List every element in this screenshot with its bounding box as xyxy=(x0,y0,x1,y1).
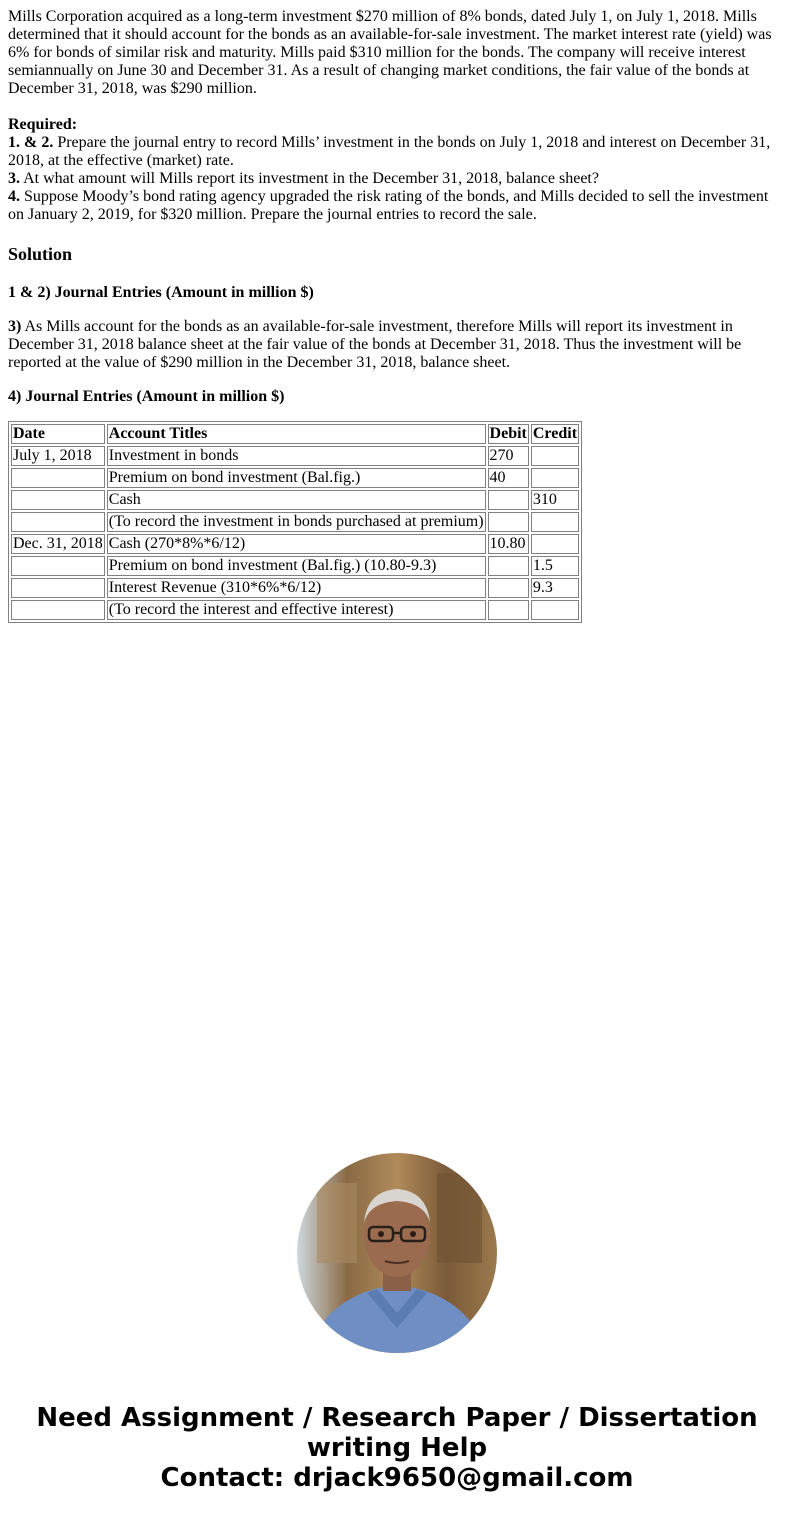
cell-account: (To record the interest and effective interest) xyxy=(107,600,486,620)
cell-credit xyxy=(531,534,579,554)
cell-date xyxy=(11,556,105,576)
header-credit: Credit xyxy=(532,425,578,442)
item-text: Suppose Moody’s bond rating agency upgraded the risk rating of the bonds, and Mills decided to sell the investment on January 2, 2019, for $320 million. Prepare the journal entries to record the sale. xyxy=(8,188,769,223)
journal-entries-4-heading: 4) Journal Entries (Amount in million $) xyxy=(8,388,285,405)
journal-entries-1-2-heading: 1 & 2) Journal Entries (Amount in million $) xyxy=(8,284,314,301)
table-row xyxy=(11,468,579,488)
cell-credit xyxy=(531,468,579,488)
solution-heading: Solution xyxy=(8,244,73,264)
required-item-3 xyxy=(8,170,778,188)
question-paragraph: Mills Corporation acquired as a long-term investment $270 million of 8% bonds, dated July 1, on July 1, 2018. Mills determined that it should account for the bonds as an available-for-sale investment. The market interest rate (yield) was 6% for bonds of similar risk and maturity. Mills paid $310 million for the bonds. The company will receive interest semiannually on June 30 and December 31. As a result of changing market conditions, the fair value of the bonds at December 31, 2018, was $290 million. xyxy=(8,8,772,97)
cell-debit xyxy=(488,578,529,598)
cell-account: Investment in bonds xyxy=(107,446,486,466)
tutor-portrait-icon xyxy=(297,1153,497,1353)
promo-contact-line: Contact: drjack9650@gmail.com xyxy=(160,1463,634,1493)
cell-account: Premium on bond investment (Bal.fig.) xyxy=(107,468,486,488)
cell-date xyxy=(11,468,105,488)
required-item-1 xyxy=(8,134,778,170)
table-row xyxy=(11,534,579,554)
answer-number: 3) xyxy=(8,318,22,335)
required-item-4 xyxy=(8,188,778,224)
cell-account: Interest Revenue (310*6%*6/12) xyxy=(107,578,486,598)
cell-credit: 9.3 xyxy=(531,578,579,598)
promo-line-1: Need Assignment / Research Paper / Dissertation writing Help xyxy=(36,1403,758,1463)
answer-text: As Mills account for the bonds as an available-for-sale investment, therefore Mills will report its investment in December 31, 2018 balance sheet at the fair value of the bonds at December 31, 2018. Thus the investment will be reported at the value of $290 million in the December 31, 2018, balance sheet. xyxy=(8,318,742,371)
cell-credit: 310 xyxy=(531,490,579,510)
tutor-avatar xyxy=(297,1153,497,1353)
header-date: Date xyxy=(11,424,105,444)
table-row xyxy=(11,512,579,532)
item-number: 3. xyxy=(8,170,20,187)
cell-debit xyxy=(488,556,529,576)
cell-credit xyxy=(531,446,579,466)
cell-debit: 40 xyxy=(488,468,529,488)
cell-date xyxy=(11,490,105,510)
table-row xyxy=(11,600,579,620)
cell-debit xyxy=(488,512,529,532)
cell-account: Premium on bond investment (Bal.fig.) (10.80-9.3) xyxy=(107,556,486,576)
item-text: Prepare the journal entry to record Mills’ investment in the bonds on July 1, 2018 and interest on December 31, 2018, at the effective (market) rate. xyxy=(8,134,771,169)
table-header-row xyxy=(11,424,579,444)
item-text: At what amount will Mills report its investment in the December 31, 2018, balance sheet? xyxy=(20,170,599,187)
required-label: Required: xyxy=(8,116,78,133)
cell-account: Cash xyxy=(107,490,486,510)
cell-date: Dec. 31, 2018 xyxy=(13,535,103,552)
cell-date xyxy=(11,512,105,532)
cell-debit: 270 xyxy=(488,446,529,466)
cell-credit xyxy=(531,512,579,532)
item-number: 1. & 2. xyxy=(8,134,54,151)
table-row xyxy=(11,556,579,576)
table-row xyxy=(11,578,579,598)
promo-footer xyxy=(0,1403,794,1493)
cell-account: Cash (270*8%*6/12) xyxy=(107,534,486,554)
document-content xyxy=(8,8,778,618)
cell-account: (To record the investment in bonds purchased at premium) xyxy=(108,513,484,530)
journal-entries-table xyxy=(8,421,582,623)
cell-debit: 10.80 xyxy=(488,534,529,554)
cell-date xyxy=(11,578,105,598)
answer-3-paragraph xyxy=(8,318,778,372)
table-row xyxy=(11,490,579,510)
cell-credit xyxy=(531,600,579,620)
cell-date xyxy=(11,600,105,620)
cell-debit xyxy=(488,600,529,620)
cell-debit xyxy=(488,490,529,510)
header-account-titles: Account Titles xyxy=(107,424,486,444)
header-debit: Debit xyxy=(489,425,527,442)
table-row xyxy=(11,446,579,466)
cell-date: July 1, 2018 xyxy=(11,446,105,466)
item-number: 4. xyxy=(8,188,20,205)
cell-credit: 1.5 xyxy=(531,556,579,576)
